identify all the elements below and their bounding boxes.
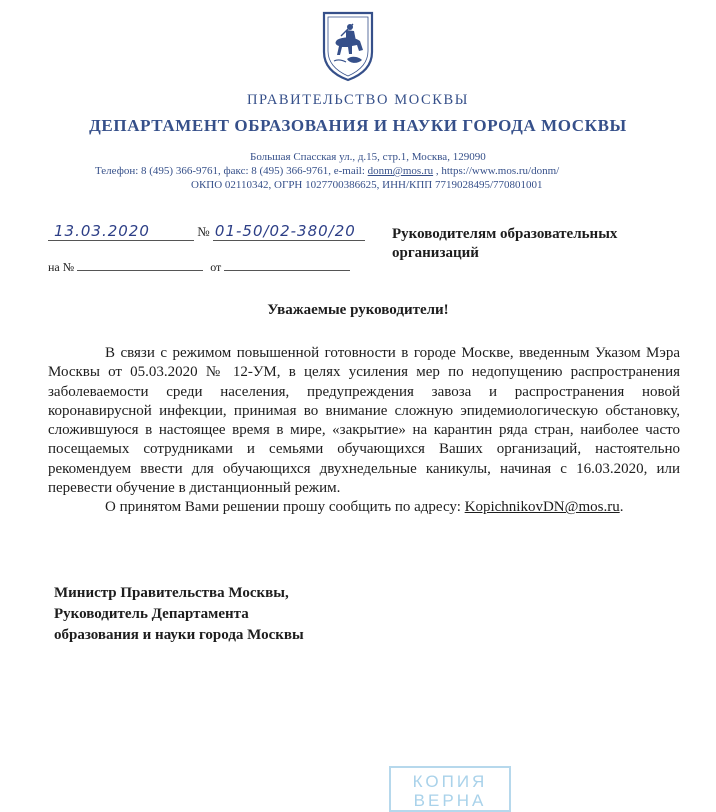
moscow-coat-of-arms-emblem bbox=[319, 10, 377, 82]
department-registration-ids: ОКПО 02110342, ОГРН 1027700386625, ИНН/КПП 7719028495/770801001 bbox=[191, 179, 543, 191]
copy-stamp bbox=[389, 766, 511, 812]
registration-date: 13.03.2020 bbox=[48, 222, 194, 241]
paragraph-2-text: О принятом Вами решении прошу сообщить по адресу: bbox=[105, 499, 465, 516]
stamp-line-2: ВЕРНА bbox=[413, 791, 487, 810]
stamp-line-1: КОПИЯ bbox=[412, 772, 488, 791]
department-title: ДЕПАРТАМЕНТ ОБРАЗОВАНИЯ И НАУКИ ГОРОДА МОСКВЫ bbox=[89, 116, 627, 135]
ref-from-label: от bbox=[210, 260, 222, 274]
signature-line-3: образования и науки города Москвы bbox=[54, 627, 304, 643]
government-title: ПРАВИТЕЛЬСТВО МОСКВЫ bbox=[246, 92, 470, 108]
body-paragraph-2 bbox=[48, 498, 680, 517]
department-contacts bbox=[95, 165, 559, 177]
contacts-phone-fax: Телефон: 8 (495) 366-9761, факс: 8 (495) 366-9761, e-mail: bbox=[95, 165, 368, 177]
signature-block bbox=[54, 583, 304, 646]
body-paragraph-1: В связи с режимом повышенной готовности в городе Москве, введенным Указом Мэра Москвы от 05.03.2020 № 12-УМ, в целях усиления мер по недопущению распространения заболеваемости среди населения, предупреждения завоза и распространения новой коронавирусной инфекции, принимая во внимание сложную эпидемиологическую обстановку, сложившуюся в настоящее время в мире, «закрытие» на карантин ряда стран, наиболее часто посещаемых сотрудниками и семьями обучающихся Ваших организаций, настоятельно рекомендуем ввести для обучающихся двухнедельные каникулы, начиная с 16.03.2020, или перевести обучение в дистанционный режим. bbox=[48, 345, 680, 497]
number-label: № bbox=[197, 224, 210, 239]
ref-date-blank bbox=[224, 258, 350, 271]
ref-number-label: на № bbox=[48, 260, 75, 274]
recipient: Руководителям образовательных организаций bbox=[392, 226, 618, 261]
reference-line bbox=[48, 258, 350, 275]
contact-email-link[interactable]: KopichnikovDN@mos.ru bbox=[464, 499, 620, 516]
department-address: Большая Спасская ул., д.15, стр.1, Москва, 129090 bbox=[250, 151, 486, 163]
signature-line-1: Министр Правительства Москвы, bbox=[54, 585, 289, 601]
registration-number: 01-50/02-380/20 bbox=[213, 222, 365, 241]
salutation: Уважаемые руководители! bbox=[267, 302, 449, 318]
letter-body bbox=[48, 344, 680, 518]
department-email-link[interactable]: donm@mos.ru bbox=[367, 165, 434, 177]
paragraph-2-end: . bbox=[619, 499, 624, 516]
signature-line-2: Руководитель Департамента bbox=[54, 606, 249, 622]
contacts-website: , https://www.mos.ru/donm/ bbox=[433, 165, 560, 177]
ref-number-blank bbox=[77, 258, 203, 271]
registration-date-number-line bbox=[48, 222, 365, 241]
